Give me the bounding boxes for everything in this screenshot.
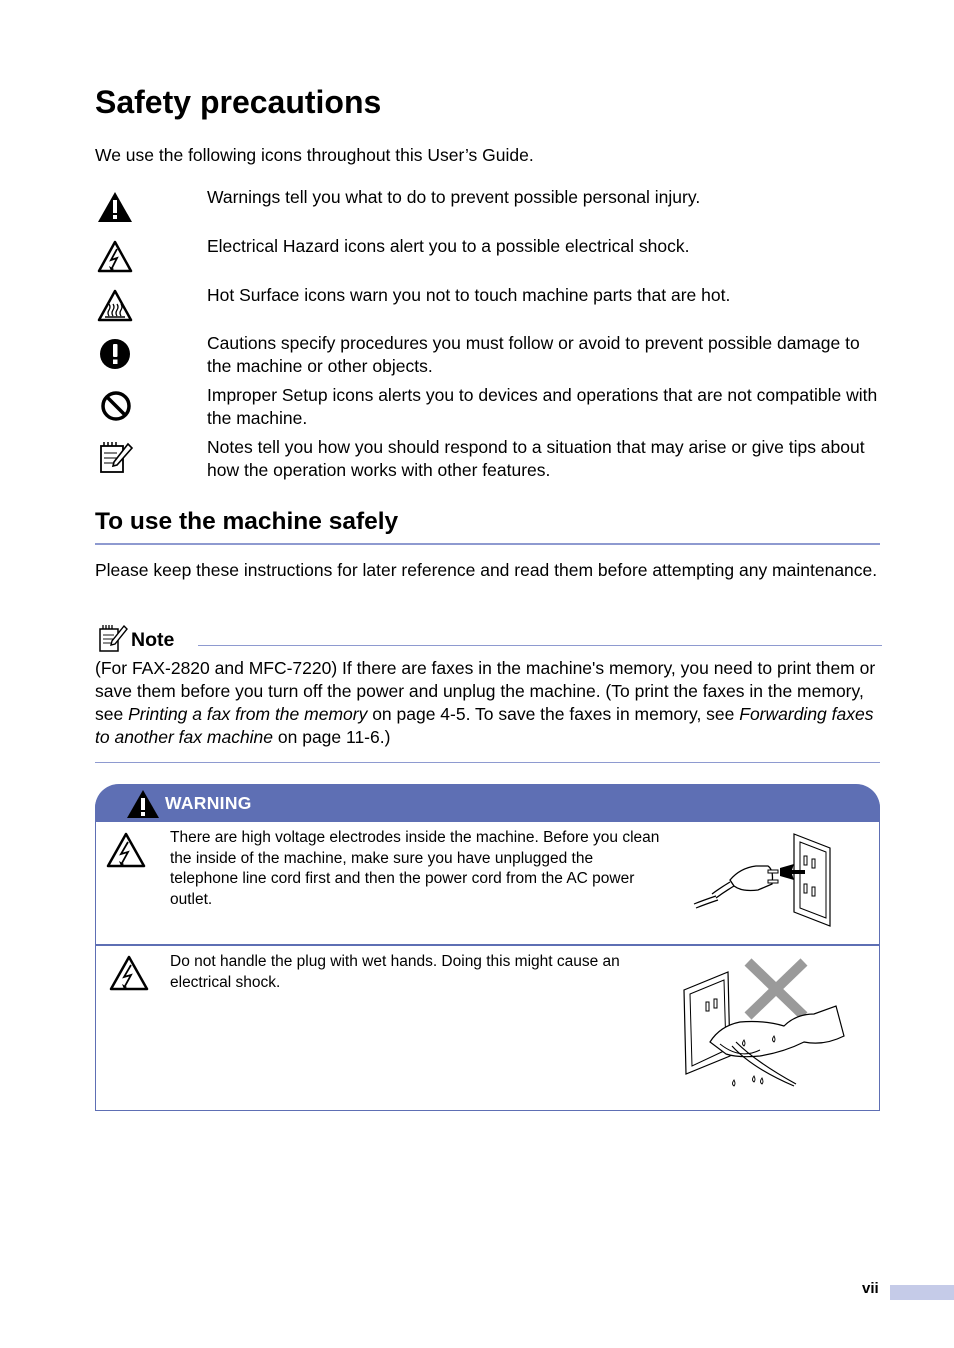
legend-text: Improper Setup icons alerts you to devices and operations that are not compatible with the machine. xyxy=(207,385,878,428)
note-label: Note xyxy=(131,629,175,651)
warning-label: WARNING xyxy=(165,793,252,813)
hot-surface-icon xyxy=(95,284,137,324)
warning-icon xyxy=(95,186,137,226)
legend-text: Cautions specify procedures you must follow or avoid to prevent possible damage to the machine or other objects. xyxy=(207,333,860,376)
legend-text: Electrical Hazard icons alert you to a possible electrical shock. xyxy=(207,236,690,256)
note-text: on page 4-5. To save the faxes in memory, see xyxy=(367,704,740,724)
note-divider xyxy=(198,645,882,646)
note-body xyxy=(95,657,885,749)
note-header xyxy=(97,622,882,654)
note-bottom-divider xyxy=(95,762,880,763)
unplug-cord-illustration xyxy=(690,830,840,930)
note-reference-forward-fax: Forwarding faxes to another fax machine xyxy=(95,704,874,747)
note-icon xyxy=(97,622,129,654)
note-icon xyxy=(95,436,137,476)
page-number: vii xyxy=(862,1280,879,1297)
section-body: Please keep these instructions for later reference and read them before attempting any maintenance. xyxy=(95,560,878,580)
warning-header xyxy=(95,784,880,822)
improper-setup-icon xyxy=(95,384,137,424)
electrical-hazard-icon xyxy=(104,830,148,870)
section-heading: To use the machine safely xyxy=(95,508,399,535)
warning-icon xyxy=(125,788,161,820)
note-text: (For FAX-2820 and MFC-7220) If there are faxes in the machine's memory, you need to print them or save them before you turn off the power and unplug the machine. (To print the faxes in the memory, see xyxy=(95,658,876,724)
intro-text: We use the following icons throughout this User’s Guide. xyxy=(95,145,534,165)
electrical-hazard-icon xyxy=(107,953,151,993)
caution-icon xyxy=(95,332,137,372)
wet-hands-plug-illustration xyxy=(680,956,845,1092)
legend-text: Warnings tell you what to do to prevent possible personal injury. xyxy=(207,187,701,207)
warning-item-text: There are high voltage electrodes inside the machine. Before you clean the inside of the machine, make sure you have unplugged the telephone line cord first and then the power cord from the AC power outlet. xyxy=(170,829,660,908)
section-divider xyxy=(95,543,880,545)
warning-item-divider xyxy=(96,944,879,946)
legend-text: Notes tell you how you should respond to a situation that may arise or give tips about how the operation works with other features. xyxy=(207,437,865,480)
note-reference-print-fax: Printing a fax from the memory xyxy=(128,704,368,724)
electrical-hazard-icon xyxy=(95,235,137,275)
warning-item-text: Do not handle the plug with wet hands. Doing this might cause an electrical shock. xyxy=(170,953,620,991)
page-tab-marker xyxy=(890,1285,954,1300)
legend-text: Hot Surface icons warn you not to touch machine parts that are hot. xyxy=(207,285,731,305)
page-title: Safety precautions xyxy=(95,84,382,120)
note-text: on page 11-6.) xyxy=(273,727,391,747)
